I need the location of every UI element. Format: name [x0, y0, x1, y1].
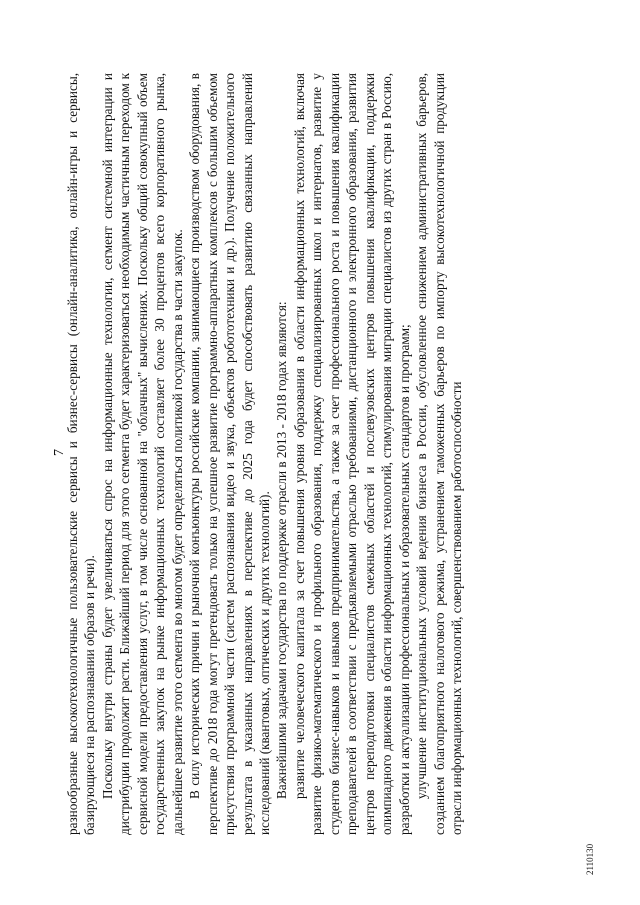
document-code: 2110130 — [585, 843, 595, 875]
paragraph-4: Важнейшими задачами государства по поддержке отрасли в 2013 - 2018 годах являются: — [274, 301, 290, 799]
paragraph-3: В силу исторических причин и рыночной конъюнктуры российские компании, занимающиеся производством оборудования, в перспективе до 2018 года могут претендовать только на успешное развитие программно-аппаратных комплексов с большим объемом присутствия программной части (систем распознавания видео и звука, объектов робототехники и др.). Получение положительного результата в указанных направлениях в перспективе до 2025 года будет способствовать развитию связанных направлений исследований (квантовых, оптических и других технологий). — [187, 73, 272, 835]
paragraph-6: улучшение институциональных условий ведения бизнеса в России, обусловленное снижением административных барьеров, созданием благоприятного налогового режима, устранением таможенных барьеров по импорту высокотехнологичной продукции отрасли информационных технологий, совершенствованием работоспособности — [414, 73, 464, 835]
paragraph-1: разнообразные высокотехнологичные пользовательские сервисы и бизнес-сервисы (онлайн-аналитика, онлайн-игры и сервисы, базирующиеся на распознавании образов и речи). — [65, 73, 98, 835]
document-body — [64, 73, 465, 835]
paragraph-2: Поскольку внутри страны будет увеличиваться спрос на информационные технологии, сегмент системной интеграции и дистрибуции продолжит расти. Ближайший период для этого сегмента будет характеризоваться необходимым частичным переходом к сервисной модели предоставления услуг, в том числе основанной на "облачных" вычислениях. Поскольку общий совокупный объем государственных закупок на рынке информационных технологий составляет более 30 процентов всего корпоративного рынка, дальнейшее развитие этого сегмента во многом будет определяться политикой государства в части закупок. — [99, 73, 185, 835]
paragraph-5: развитие человеческого капитала за счет повышения уровня образования в области информационных технологий, включая развитие физико-математического и профильного образования, поддержку специализированных школ и интернатов, развитие у студентов бизнес-навыков и навыков предпринимательства, а также за счет профессионального роста и повышения квалификации преподавателей в соответствии с предъявляемыми отраслью требованиями, дистанционного и электронного образования, развития центров переподготовки специалистов смежных областей и послевузовских центров повышения квалификации, поддержки олимпиадного движения в области информационных технологий, стимулирования миграции специалистов из других стран в Россию, разработки и актуализации профессиональных и образовательных стандартов и программ; — [291, 73, 412, 835]
page-number: 7 — [52, 449, 67, 456]
